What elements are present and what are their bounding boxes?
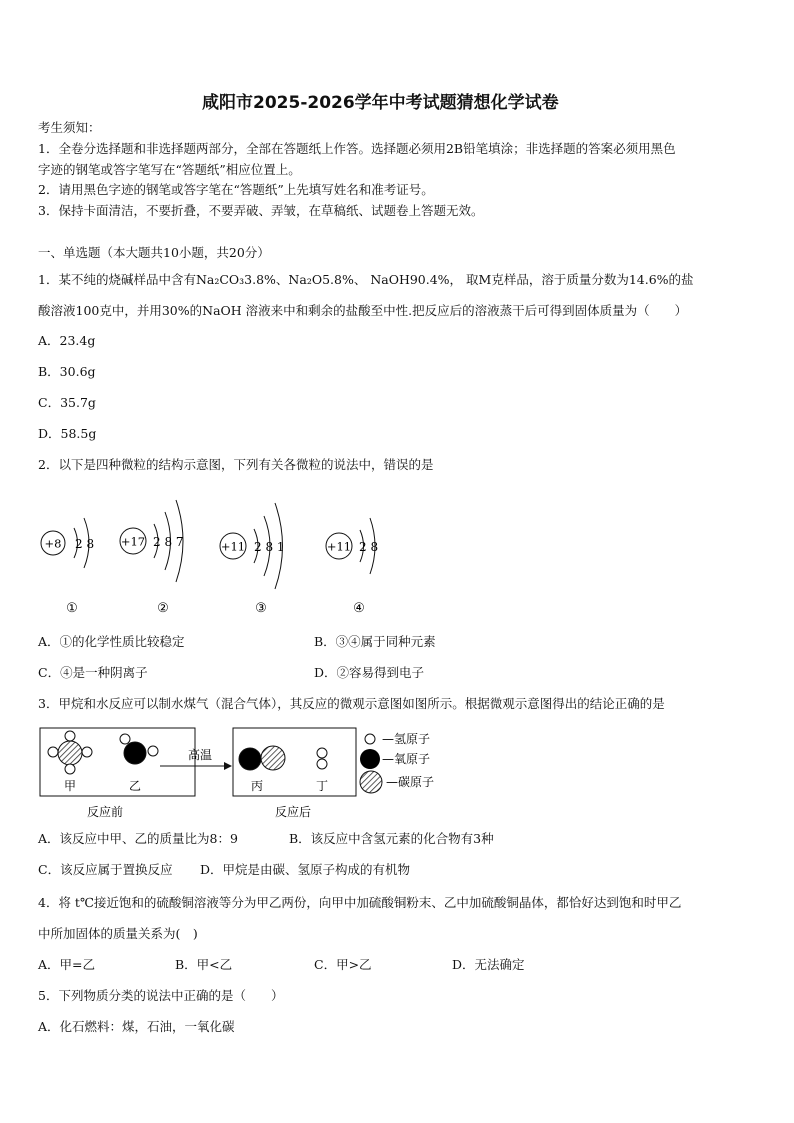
notice-line-1a: 1．全卷分选择题和非选择题两部分，全部在答题纸上作答。选择题必须用2B铅笔填涂；非选择题的答案必须用黑色 bbox=[38, 141, 676, 156]
page-title: 咸阳市2025-2026学年中考试题猜想化学试卷 bbox=[202, 93, 559, 113]
label-before: 反应前 bbox=[86, 805, 124, 819]
particle-3-electrons: 2 8 1 bbox=[254, 540, 285, 554]
legend bbox=[360, 732, 434, 793]
q4-option-b: B．甲<乙 bbox=[175, 957, 233, 972]
notice-line-3: 3．保持卡面清洁，不要折叠，不要弄破、弄皱，在草稿纸、试题卷上答题无效。 bbox=[38, 203, 484, 218]
q2-option-c: C．④是一种阴离子 bbox=[38, 665, 148, 680]
particle-3-label: ③ bbox=[255, 601, 267, 616]
reaction-condition: 高温 bbox=[188, 748, 213, 762]
arrow-head bbox=[224, 762, 232, 770]
q3-option-b: B．该反应中含氢元素的化合物有3种 bbox=[289, 831, 494, 846]
particle-3 bbox=[220, 503, 285, 616]
particle-3-nucleus: +11 bbox=[220, 539, 246, 554]
particle-4-nucleus: +11 bbox=[326, 539, 352, 554]
particle-4-label: ④ bbox=[353, 601, 365, 616]
q4-stem-line2: 中所加固体的质量关系为( ) bbox=[38, 926, 198, 941]
label-jia: 甲 bbox=[63, 779, 77, 793]
particle-2 bbox=[120, 500, 184, 616]
q1-option-c: C．35.7g bbox=[38, 395, 96, 410]
q5-stem: 5．下列物质分类的说法中正确的是（ ） bbox=[38, 988, 284, 1003]
q5-option-a: A．化石燃料：煤，石油，一氧化碳 bbox=[38, 1019, 235, 1034]
q3-option-c: C．该反应属于置换反应 bbox=[38, 862, 173, 877]
label-yi: 乙 bbox=[128, 779, 142, 793]
legend-oxygen: —氧原子 bbox=[382, 752, 431, 766]
notice-line-2: 2．请用黑色字迹的钢笔或答字笔在“答题纸”上先填写姓名和准考证号。 bbox=[38, 182, 434, 197]
q2-option-a: A．①的化学性质比较稳定 bbox=[38, 634, 185, 649]
legend-carbon: —碳原子 bbox=[386, 775, 435, 789]
q3-stem: 3．甲烷和水反应可以制水煤气（混合气体），其反应的微观示意图如图所示。根据微观示意图得出的结论正确的是 bbox=[38, 696, 665, 711]
label-ding: 丁 bbox=[315, 779, 329, 793]
q2-option-b: B．③④属于同种元素 bbox=[314, 634, 436, 649]
notice-heading: 考生须知： bbox=[38, 120, 101, 135]
q2-stem: 2．以下是四种微粒的结构示意图，下列有关各微粒的说法中，错误的是 bbox=[38, 457, 434, 472]
water-molecule bbox=[120, 734, 158, 764]
q4-stem-line1: 4．将 t℃接近饱和的硫酸铜溶液等分为甲乙两份，向甲中加硫酸铜粉末、乙中加硫酸铜晶体，都恰好达到饱和时甲乙 bbox=[38, 895, 682, 910]
q3-option-a: A．该反应中甲、乙的质量比为8：9 bbox=[38, 831, 238, 846]
section-heading: 一、单选题（本大题共10小题，共20分） bbox=[38, 245, 270, 260]
hydrogen-molecule bbox=[317, 748, 327, 769]
particle-4 bbox=[326, 518, 378, 616]
q4-option-c: C．甲>乙 bbox=[314, 957, 372, 972]
particle-2-nucleus: +17 bbox=[120, 534, 146, 549]
q1-option-d: D．58.5g bbox=[38, 426, 97, 441]
methane-molecule bbox=[48, 731, 92, 774]
particle-1-nucleus: +8 bbox=[44, 536, 62, 551]
particle-1 bbox=[41, 518, 94, 616]
particle-1-electrons: 2 8 bbox=[75, 537, 95, 551]
reaction-diagram bbox=[38, 722, 458, 822]
q1-option-a: A．23.4g bbox=[38, 333, 96, 348]
q1-stem-line2: 酸溶液100克中，并用30%的NaOH 溶液来中和剩余的盐酸至中性.把反应后的溶液蒸干后可得到固体质量为（ ） bbox=[38, 303, 688, 318]
atomic-structure-figure bbox=[30, 490, 410, 625]
particle-2-label: ② bbox=[157, 601, 169, 616]
particle-1-label: ① bbox=[66, 601, 78, 616]
q3-option-d: D．甲烷是由碳、氢原子构成的有机物 bbox=[200, 862, 411, 877]
notice-line-1b: 字迹的钢笔或答字笔写在“答题纸”相应位置上。 bbox=[38, 162, 301, 177]
particle-4-electrons: 2 8 bbox=[359, 540, 379, 554]
q2-option-d: D．②容易得到电子 bbox=[314, 665, 425, 680]
label-bing: 丙 bbox=[250, 779, 264, 793]
co-molecule bbox=[239, 746, 285, 770]
q1-stem-line1: 1．某不纯的烧碱样品中含有Na₂CO₃3.8%、Na₂O5.8%、 NaOH90.4%， 取M克样品，溶于质量分数为14.6%的盐 bbox=[38, 272, 694, 287]
q4-option-a: A．甲=乙 bbox=[38, 957, 96, 972]
q1-option-b: B．30.6g bbox=[38, 364, 96, 379]
q4-option-d: D．无法确定 bbox=[452, 957, 525, 972]
legend-hydrogen: —氢原子 bbox=[382, 732, 431, 746]
particle-2-electrons: 2 8 7 bbox=[153, 535, 184, 549]
label-after: 反应后 bbox=[274, 805, 312, 819]
